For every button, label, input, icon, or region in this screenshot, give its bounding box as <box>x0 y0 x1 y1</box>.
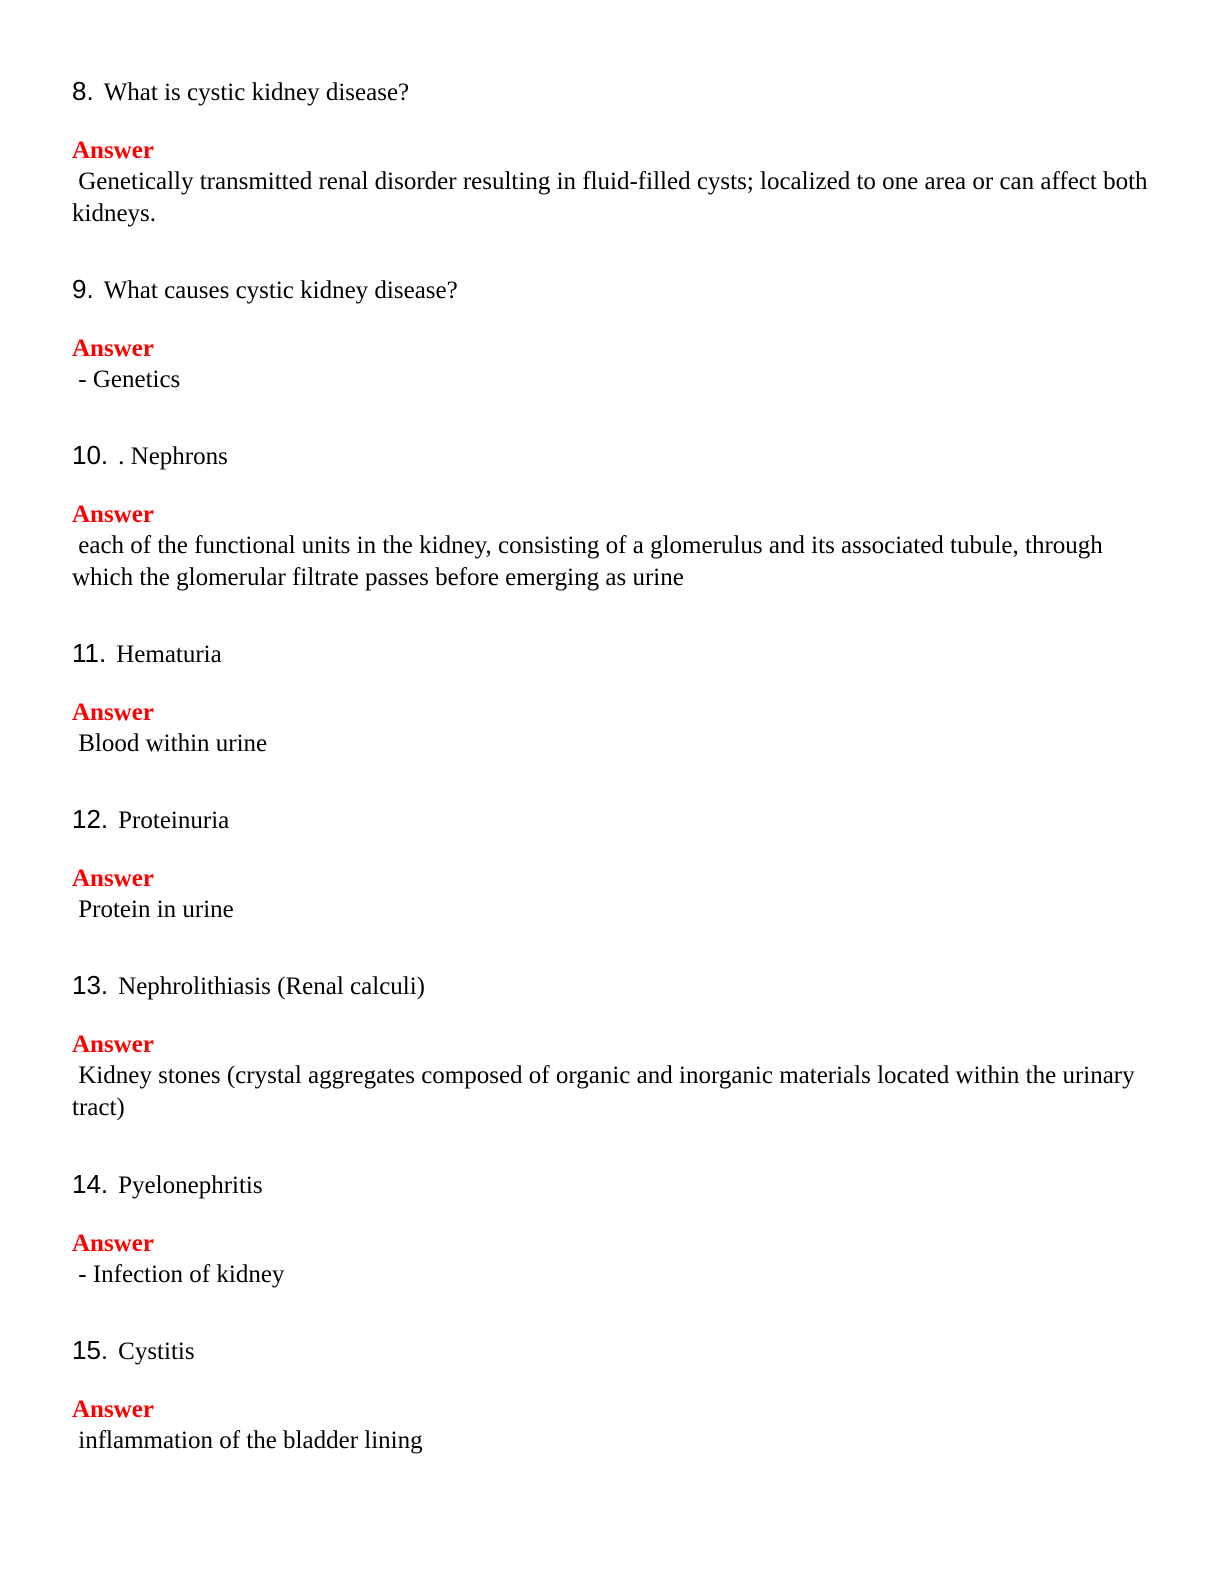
question-number: 11. <box>72 638 107 668</box>
answer-text: Blood within urine <box>72 730 268 757</box>
answer-text: Kidney stones (crystal aggregates composed of organic and inorganic materials located within the urinary tract) <box>72 1062 1141 1121</box>
answer-label: Answer <box>72 1230 154 1257</box>
answer-label: Answer <box>72 137 154 164</box>
answer-text: Genetically transmitted renal disorder resulting in fluid-filled cysts; localized to one area or can affect both kidneys. <box>72 168 1154 227</box>
question-text: Proteinuria <box>118 807 230 834</box>
question-line <box>72 1333 1152 1367</box>
answer-text: each of the functional units in the kidney, consisting of a glomerulus and its associated tubule, through which the glomerular filtrate passes before emerging as urine <box>72 532 1110 591</box>
answer-text: - Infection of kidney <box>72 1261 285 1288</box>
qa-item-14 <box>72 1167 1152 1291</box>
question-line <box>72 968 1152 1002</box>
question-text: . Nephrons <box>118 443 228 470</box>
question-text: Hematuria <box>116 641 222 668</box>
answer-label: Answer <box>72 1396 154 1423</box>
question-line <box>72 74 1152 108</box>
question-number: 15. <box>72 1335 109 1365</box>
question-text: Nephrolithiasis (Renal calculi) <box>118 973 426 1000</box>
question-line <box>72 802 1152 836</box>
question-line <box>72 636 1152 670</box>
qa-item-13 <box>72 968 1152 1124</box>
question-number: 14. <box>72 1169 109 1199</box>
qa-item-12 <box>72 802 1152 926</box>
answer-label: Answer <box>72 501 154 528</box>
answer-label: Answer <box>72 699 154 726</box>
answer-label: Answer <box>72 335 154 362</box>
question-number: 13. <box>72 970 109 1000</box>
qa-item-8 <box>72 74 1152 230</box>
question-line <box>72 438 1152 472</box>
answer-label: Answer <box>72 1031 154 1058</box>
qa-item-9 <box>72 272 1152 396</box>
qa-item-10 <box>72 438 1152 594</box>
qa-item-11 <box>72 636 1152 760</box>
answer-text: inflammation of the bladder lining <box>72 1427 423 1454</box>
answer-text: Protein in urine <box>72 896 234 923</box>
question-number: 12. <box>72 804 109 834</box>
question-line <box>72 1167 1152 1201</box>
question-text: Pyelonephritis <box>118 1172 263 1199</box>
answer-text: - Genetics <box>72 366 181 393</box>
question-number: 9. <box>72 274 94 304</box>
answer-label: Answer <box>72 865 154 892</box>
question-text: What is cystic kidney disease? <box>103 79 410 106</box>
question-number: 10. <box>72 440 109 470</box>
question-line <box>72 272 1152 306</box>
question-text: Cystitis <box>118 1338 195 1365</box>
question-text: What causes cystic kidney disease? <box>103 277 458 304</box>
question-number: 8. <box>72 76 94 106</box>
qa-item-15 <box>72 1333 1152 1457</box>
